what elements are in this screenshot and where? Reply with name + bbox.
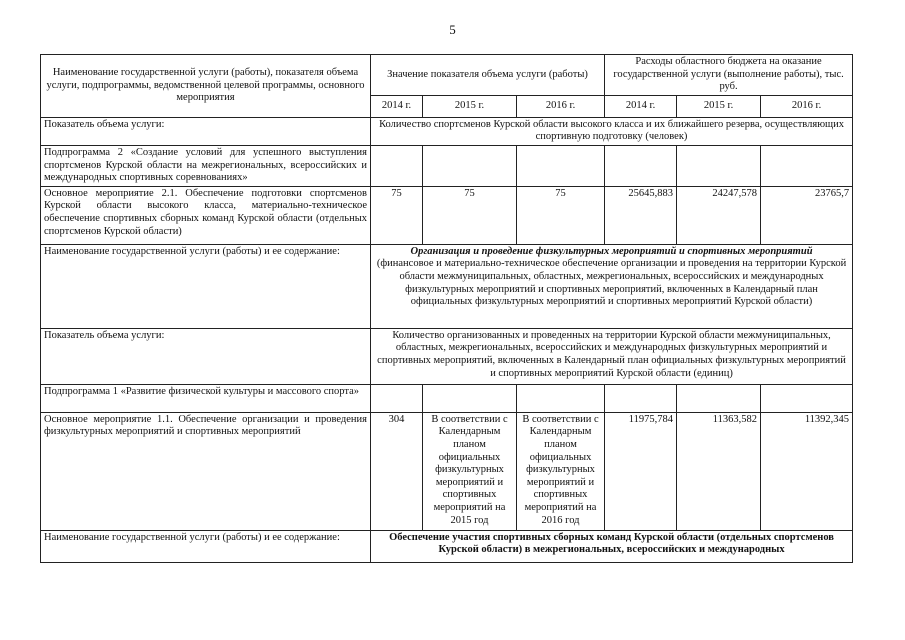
expense-2014: 11975,784 [605,412,677,530]
activity-label: Основное мероприятие 2.1. Обеспечение подготовки спортсменов Курской области высокого класса, материально-техническое обеспечение спортивных сборных команд Курской области (отдельных спортсменов Курской области) [41,186,371,244]
empty-cell [605,384,677,412]
year-cell: 2014 г. [371,95,423,117]
value-2014: 304 [371,412,423,530]
subprogram-label: Подпрограмма 1 «Развитие физической культуры и массового спорта» [41,384,371,412]
year-cell: 2015 г. [677,95,761,117]
expense-2016: 23765,7 [761,186,853,244]
value-2016: 75 [517,186,605,244]
value-2015: В соответствии с Календарным планом официальных физкультурных мероприятий и спортивных мероприятий на 2015 год [423,412,517,530]
table-row [41,244,853,328]
service-text: (финансовое и материально-техническое обеспечение организации и проведения на территории Курской области межмуниципальных, областных, межрегиональных, всероссийских и международных физкультурных мероприятий и спортивных мероприятий, включенных в Календарный план официальных физкультурных мероприятий и спортивных мероприятий Курской области) [376,258,847,308]
header-indicator-cell: Значение показателя объема услуги (работы) [371,55,605,96]
value-2016: В соответствии с Календарным планом официальных физкультурных мероприятий и спортивных мероприятий на 2016 год [517,412,605,530]
empty-cell [371,384,423,412]
value-2015: 75 [423,186,517,244]
expense-2015: 11363,582 [677,412,761,530]
table-row [41,328,853,384]
table-row [41,145,853,186]
service-title: Организация и проведение физкультурных мероприятий и спортивных мероприятий [410,245,813,257]
value-2014: 75 [371,186,423,244]
row-label: Показатель объема услуги: [41,117,371,145]
header-name-cell: Наименование государственной услуги (работы), показателя объема услуги, подпрограммы, ведомственной целевой программы, основного мероприятия [41,55,371,118]
service-title: Обеспечение участия спортивных сборных команд Курской области (отдельных спортсменов Курской области) в межрегиональных, всероссийских и международных [371,530,853,562]
empty-cell [677,384,761,412]
subprogram-label: Подпрограмма 2 «Создание условий для успешного выступления спортсменов Курской области на межрегиональных, всероссийских и международных спортивных соревнованиях» [41,145,371,186]
page-number: 5 [449,22,456,37]
empty-cell [605,145,677,186]
empty-cell [371,145,423,186]
table-row [41,384,853,412]
year-cell: 2016 г. [761,95,853,117]
indicator-description: Количество спортсменов Курской области высокого класса и их ближайшего резерва, осуществляющих спортивную подготовку (человек) [371,117,853,145]
indicator-description: Количество организованных и проведенных на территории Курской области межмуниципальных, областных, межрегиональных, всероссийских и международных физкультурных мероприятий и спортивных мероприятий, включенных в Календарный план официальных физкультурных мероприятий и спортивных мероприятий Курской области (единиц) [371,328,853,384]
empty-cell [423,145,517,186]
service-name-label: Наименование государственной услуги (работы) и ее содержание: [41,244,371,328]
empty-cell [517,384,605,412]
expense-2014: 25645,883 [605,186,677,244]
table-row [41,117,853,145]
empty-cell [677,145,761,186]
year-cell: 2015 г. [423,95,517,117]
activity-label: Основное мероприятие 1.1. Обеспечение организации и проведения физкультурных мероприятий и спортивных мероприятий [41,412,371,530]
header-row [41,55,853,96]
expense-2016: 11392,345 [761,412,853,530]
year-cell: 2014 г. [605,95,677,117]
table-row [41,186,853,244]
row-label: Показатель объема услуги: [41,328,371,384]
expense-2015: 24247,578 [677,186,761,244]
budget-table [40,54,853,563]
service-description [371,244,853,328]
empty-cell [517,145,605,186]
table-row [41,412,853,530]
empty-cell [761,145,853,186]
table-row [41,530,853,562]
header-expenses-cell: Расходы областного бюджета на оказание государственной услуги (выполнение работы), тыс. руб. [605,55,853,96]
empty-cell [761,384,853,412]
empty-cell [423,384,517,412]
service-name-label: Наименование государственной услуги (работы) и ее содержание: [41,530,371,562]
year-cell: 2016 г. [517,95,605,117]
